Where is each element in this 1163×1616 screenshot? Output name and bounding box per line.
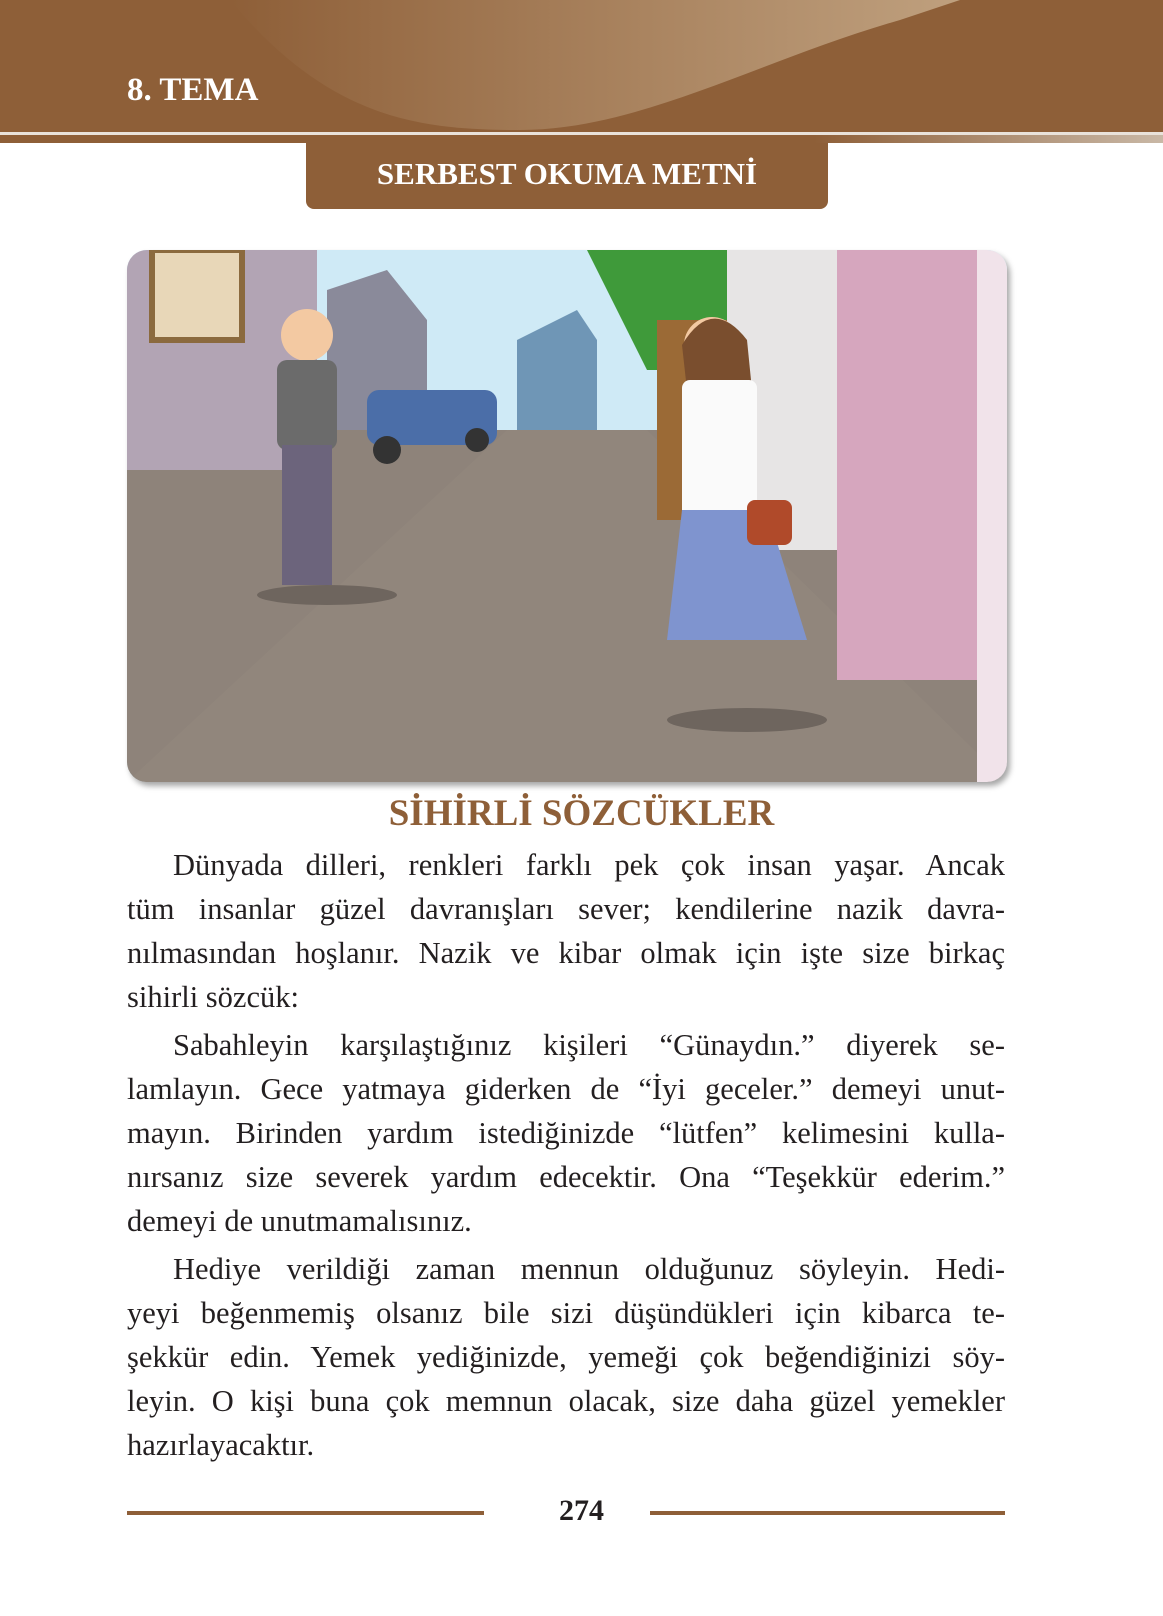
text-line: Hediye verildiği zaman mennun olduğunuz söyleyin. Hedi-: [173, 1252, 1005, 1286]
page-number: 274: [559, 1494, 604, 1527]
text-line: nırsanız size severek yardım edecektir. Ona “Teşekkür ederim.”: [127, 1160, 1005, 1194]
text-line: leyin. O kişi buna çok memnun olacak, size daha güzel yemekler: [127, 1384, 1005, 1418]
paragraph: [127, 1023, 1005, 1243]
article-title: SİHİRLİ SÖZCÜKLER: [388, 793, 775, 834]
text-line: demeyi de unutmamalısınız.: [127, 1204, 472, 1238]
illustration-street-greeting: [127, 250, 1007, 782]
banner-wave-decoration: [0, 0, 1163, 132]
paragraph: [127, 1247, 1005, 1467]
text-line: mayın. Birinden yardım istediğinizde “lütfen” kelimesini kulla-: [127, 1116, 1005, 1150]
text-line: Sabahleyin karşılaştığınız kişileri “Günaydın.” diyerek se-: [173, 1028, 1005, 1062]
text-line: Dünyada dilleri, renkleri farklı pek çok insan yaşar. Ancak: [173, 848, 1005, 882]
divider-stripe: [0, 135, 1163, 143]
section-label: SERBEST OKUMA METNİ: [306, 143, 828, 209]
text-line: sihirli sözcük:: [127, 980, 299, 1014]
theme-label: 8. TEMA: [127, 72, 259, 108]
text-line: yeyi beğenmemiş olsanız bile sizi düşündükleri için kibarca te-: [127, 1296, 1005, 1330]
text-line: tüm insanlar güzel davranışları sever; kendilerine nazik davra-: [127, 892, 1005, 926]
paragraph: [127, 843, 1005, 1019]
text-line: hazırlayacaktır.: [127, 1428, 315, 1462]
article-body: [127, 843, 1005, 1471]
footer-rule-right: [650, 1511, 1005, 1515]
text-line: lamlayın. Gece yatmaya giderken de “İyi geceler.” demeyi unut-: [127, 1072, 1005, 1106]
text-line: şekkür edin. Yemek yediğinizde, yemeği çok beğendiğinizi söy-: [127, 1340, 1005, 1374]
header-banner: [0, 0, 1163, 132]
text-line: nılmasından hoşlanır. Nazik ve kibar olmak için işte size birkaç: [127, 936, 1005, 970]
